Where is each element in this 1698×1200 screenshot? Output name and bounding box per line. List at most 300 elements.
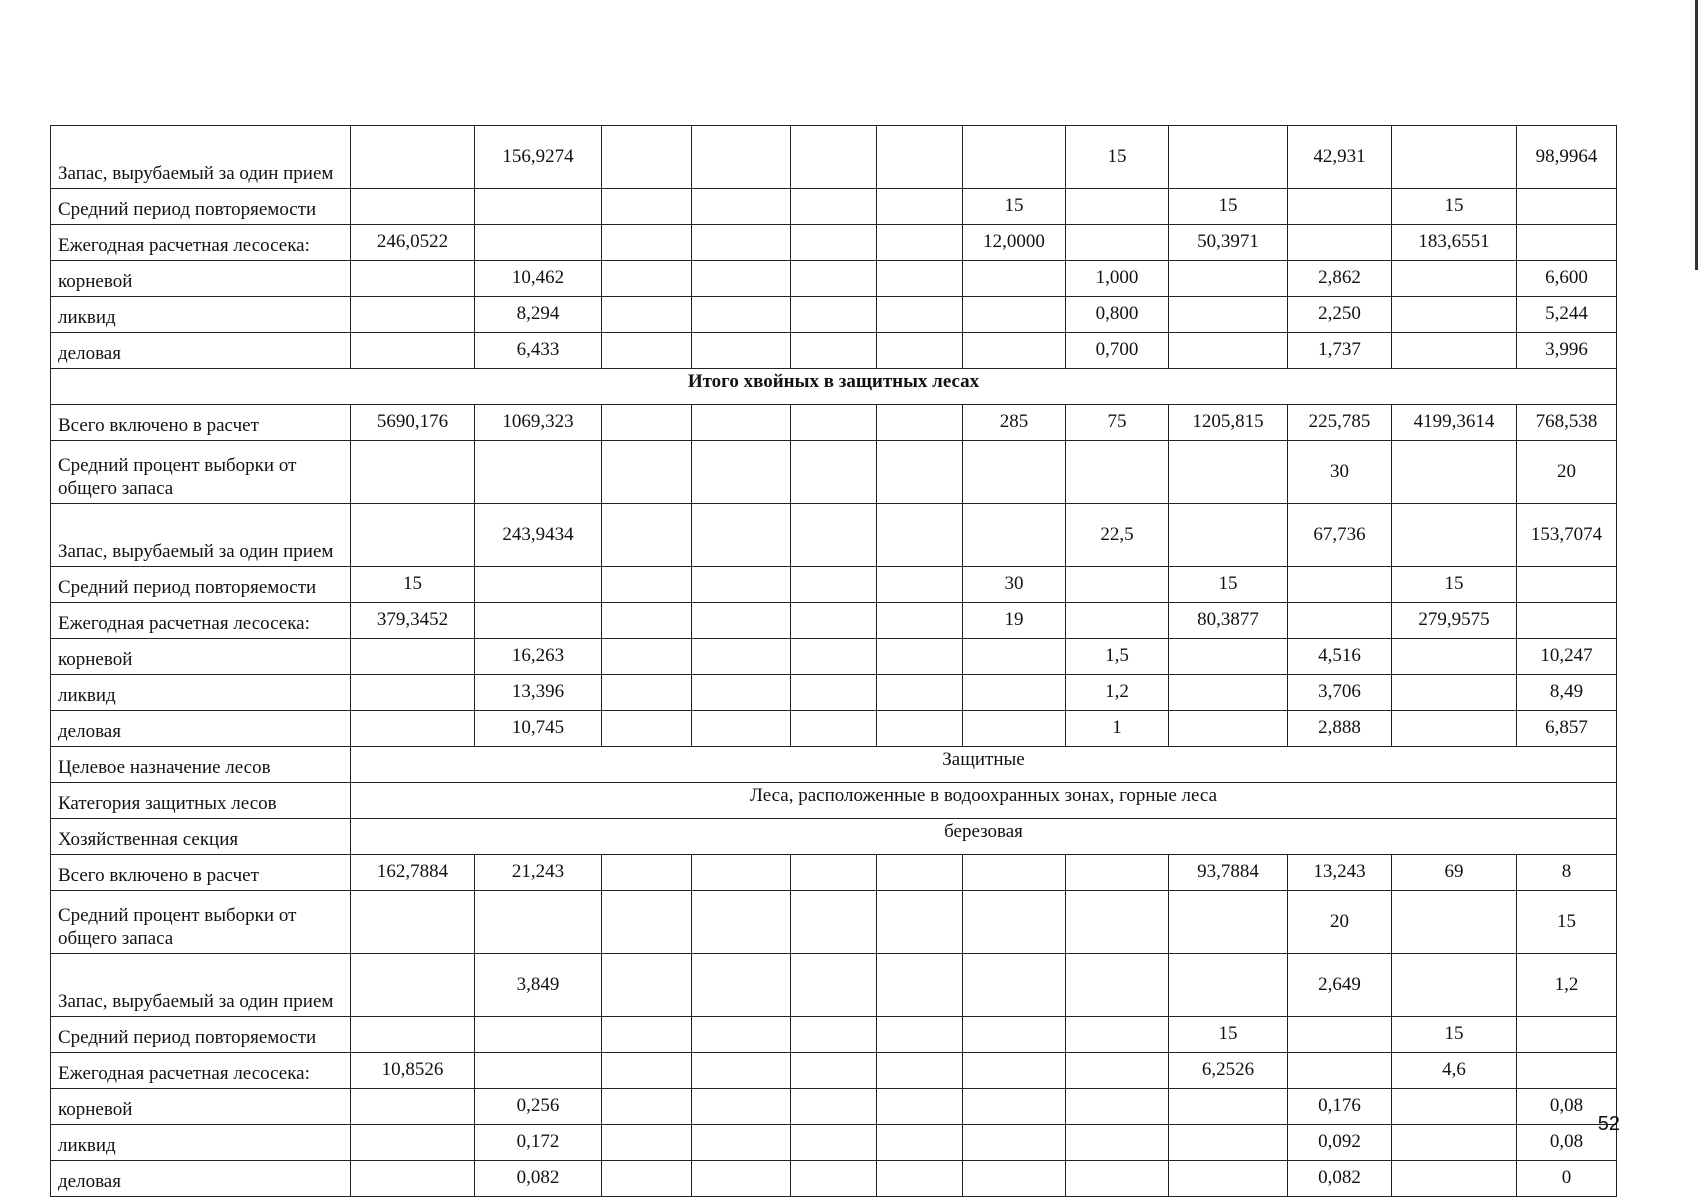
table-cell bbox=[1288, 1053, 1392, 1089]
row-label: деловая bbox=[51, 711, 351, 747]
table-cell bbox=[963, 261, 1066, 297]
table-cell: 0,082 bbox=[475, 1161, 602, 1197]
row-label: деловая bbox=[51, 1161, 351, 1197]
table-cell bbox=[963, 1053, 1066, 1089]
table-cell bbox=[602, 639, 692, 675]
table-cell: 50,3971 bbox=[1169, 225, 1288, 261]
row-label: Категория защитных лесов bbox=[51, 783, 351, 819]
row-label: Ежегодная расчетная лесосека: bbox=[51, 225, 351, 261]
table-cell bbox=[1392, 891, 1517, 954]
table-cell bbox=[1288, 567, 1392, 603]
table-cell bbox=[1392, 504, 1517, 567]
table-row bbox=[51, 441, 1617, 504]
table-cell: 4,6 bbox=[1392, 1053, 1517, 1089]
table-cell bbox=[1392, 297, 1517, 333]
table-cell bbox=[963, 675, 1066, 711]
table-cell: 69 bbox=[1392, 855, 1517, 891]
table-cell bbox=[791, 1017, 877, 1053]
table-cell: 1,2 bbox=[1066, 675, 1169, 711]
table-cell bbox=[1517, 225, 1617, 261]
table-cell bbox=[1169, 333, 1288, 369]
row-label: Хозяйственная секция bbox=[51, 819, 351, 855]
table-cell bbox=[351, 1017, 475, 1053]
table-cell bbox=[1066, 603, 1169, 639]
table-cell bbox=[1169, 891, 1288, 954]
table-cell bbox=[791, 189, 877, 225]
row-label: Всего включено в расчет bbox=[51, 855, 351, 891]
table-cell bbox=[351, 261, 475, 297]
row-label: Запас, вырубаемый за один прием bbox=[51, 126, 351, 189]
table-cell bbox=[877, 1161, 963, 1197]
table-cell: 15 bbox=[1169, 567, 1288, 603]
row-label: Средний процент выборки от общего запаса bbox=[51, 891, 351, 954]
table-cell bbox=[963, 1017, 1066, 1053]
table-cell: 8,294 bbox=[475, 297, 602, 333]
table-cell bbox=[877, 639, 963, 675]
table-cell bbox=[351, 189, 475, 225]
table-cell: 162,7884 bbox=[351, 855, 475, 891]
table-cell bbox=[692, 855, 791, 891]
table-cell bbox=[963, 855, 1066, 891]
table-row bbox=[51, 675, 1617, 711]
table-cell bbox=[1169, 639, 1288, 675]
table-cell bbox=[1169, 1161, 1288, 1197]
table-cell bbox=[1169, 504, 1288, 567]
table-cell bbox=[1169, 126, 1288, 189]
table-cell: 8 bbox=[1517, 855, 1617, 891]
row-label: Средний период повторяемости bbox=[51, 1017, 351, 1053]
table-cell bbox=[791, 711, 877, 747]
table-cell bbox=[602, 189, 692, 225]
table-cell: 6,857 bbox=[1517, 711, 1617, 747]
table-cell: 1,000 bbox=[1066, 261, 1169, 297]
table-row bbox=[51, 567, 1617, 603]
table-cell: 3,706 bbox=[1288, 675, 1392, 711]
table-cell bbox=[1288, 189, 1392, 225]
table-cell: 19 bbox=[963, 603, 1066, 639]
table-cell bbox=[602, 1125, 692, 1161]
table-cell bbox=[692, 405, 791, 441]
table-cell: 1,2 bbox=[1517, 954, 1617, 1017]
table-cell bbox=[877, 954, 963, 1017]
table-cell: 1,737 bbox=[1288, 333, 1392, 369]
table-cell bbox=[1169, 1125, 1288, 1161]
table-cell bbox=[1066, 954, 1169, 1017]
table-cell: 6,433 bbox=[475, 333, 602, 369]
table-cell bbox=[791, 1161, 877, 1197]
table-cell bbox=[877, 333, 963, 369]
table-row bbox=[51, 1017, 1617, 1053]
row-label: корневой bbox=[51, 1089, 351, 1125]
table-cell bbox=[1392, 333, 1517, 369]
table-cell bbox=[692, 954, 791, 1017]
table-cell: 0,256 bbox=[475, 1089, 602, 1125]
table-cell bbox=[351, 711, 475, 747]
table-cell bbox=[602, 891, 692, 954]
table-cell bbox=[1066, 1161, 1169, 1197]
table-cell: 768,538 bbox=[1517, 405, 1617, 441]
table-cell: 1069,323 bbox=[475, 405, 602, 441]
table-cell bbox=[1392, 675, 1517, 711]
table-cell: 6,2526 bbox=[1169, 1053, 1288, 1089]
table-cell bbox=[1392, 1089, 1517, 1125]
table-cell bbox=[877, 891, 963, 954]
table-cell bbox=[602, 711, 692, 747]
table-cell bbox=[1169, 954, 1288, 1017]
row-label: Запас, вырубаемый за один прием bbox=[51, 954, 351, 1017]
table-cell bbox=[791, 225, 877, 261]
section-heading: Итого хвойных в защитных лесах bbox=[51, 369, 1617, 405]
table-cell: 2,862 bbox=[1288, 261, 1392, 297]
table-cell bbox=[1392, 639, 1517, 675]
table-cell: 15 bbox=[1066, 126, 1169, 189]
table-cell bbox=[1288, 1017, 1392, 1053]
table-row bbox=[51, 711, 1617, 747]
table-cell: 15 bbox=[1392, 567, 1517, 603]
table-cell bbox=[791, 441, 877, 504]
table-cell: 0,172 bbox=[475, 1125, 602, 1161]
table-cell bbox=[475, 603, 602, 639]
row-label: Средний период повторяемости bbox=[51, 189, 351, 225]
table-cell bbox=[877, 1053, 963, 1089]
table-cell bbox=[602, 1017, 692, 1053]
table-cell bbox=[791, 297, 877, 333]
table-cell bbox=[963, 126, 1066, 189]
table-cell bbox=[692, 189, 791, 225]
table-row bbox=[51, 1053, 1617, 1089]
spanning-value: Леса, расположенные в водоохранных зонах, горные леса bbox=[351, 783, 1617, 819]
table-cell bbox=[791, 333, 877, 369]
table-cell bbox=[602, 567, 692, 603]
row-label: Запас, вырубаемый за один прием bbox=[51, 504, 351, 567]
table-cell: 20 bbox=[1517, 441, 1617, 504]
table-cell: 379,3452 bbox=[351, 603, 475, 639]
table-cell bbox=[963, 297, 1066, 333]
table-cell bbox=[1392, 711, 1517, 747]
table-cell bbox=[692, 126, 791, 189]
table-cell: 10,247 bbox=[1517, 639, 1617, 675]
table-cell bbox=[877, 1125, 963, 1161]
table-cell: 2,250 bbox=[1288, 297, 1392, 333]
table-row bbox=[51, 1125, 1617, 1161]
table-cell bbox=[1066, 1089, 1169, 1125]
table-cell bbox=[351, 297, 475, 333]
table-cell bbox=[692, 891, 791, 954]
table-cell bbox=[475, 891, 602, 954]
table-cell: 1205,815 bbox=[1169, 405, 1288, 441]
table-cell: 156,9274 bbox=[475, 126, 602, 189]
table-cell bbox=[963, 954, 1066, 1017]
table-cell bbox=[877, 567, 963, 603]
row-label: корневой bbox=[51, 639, 351, 675]
table-cell bbox=[692, 1125, 791, 1161]
table-cell bbox=[1517, 603, 1617, 639]
table-cell bbox=[475, 225, 602, 261]
table-row bbox=[51, 1161, 1617, 1197]
table-cell bbox=[877, 711, 963, 747]
table-cell: 15 bbox=[963, 189, 1066, 225]
table-cell bbox=[602, 261, 692, 297]
table-cell bbox=[877, 855, 963, 891]
table-cell: 0 bbox=[1517, 1161, 1617, 1197]
table-cell bbox=[692, 675, 791, 711]
table-cell bbox=[692, 441, 791, 504]
table-cell: 3,996 bbox=[1517, 333, 1617, 369]
table-cell bbox=[1288, 603, 1392, 639]
table-cell: 22,5 bbox=[1066, 504, 1169, 567]
table-row bbox=[51, 405, 1617, 441]
row-label: ликвид bbox=[51, 1125, 351, 1161]
table-cell bbox=[1066, 441, 1169, 504]
table-cell bbox=[1517, 1053, 1617, 1089]
table-cell bbox=[1169, 441, 1288, 504]
row-label: Всего включено в расчет bbox=[51, 405, 351, 441]
section-row bbox=[51, 369, 1617, 405]
table-row bbox=[51, 225, 1617, 261]
table-cell bbox=[1169, 261, 1288, 297]
row-label: Целевое назначение лесов bbox=[51, 747, 351, 783]
table-cell: 30 bbox=[963, 567, 1066, 603]
table-cell bbox=[791, 603, 877, 639]
table-cell bbox=[602, 675, 692, 711]
table-cell bbox=[1392, 261, 1517, 297]
table-cell: 16,263 bbox=[475, 639, 602, 675]
table-cell bbox=[1066, 855, 1169, 891]
table-row bbox=[51, 639, 1617, 675]
table-cell bbox=[692, 261, 791, 297]
table-cell bbox=[791, 954, 877, 1017]
table-cell bbox=[1066, 1017, 1169, 1053]
table-cell: 30 bbox=[1288, 441, 1392, 504]
table-cell bbox=[692, 711, 791, 747]
row-label: Средний процент выборки от общего запаса bbox=[51, 441, 351, 504]
table-cell bbox=[877, 189, 963, 225]
table-cell bbox=[791, 639, 877, 675]
table-cell bbox=[791, 405, 877, 441]
table-cell bbox=[791, 504, 877, 567]
page-number: 52 bbox=[1597, 1113, 1620, 1135]
table-cell bbox=[602, 1161, 692, 1197]
row-label: корневой bbox=[51, 261, 351, 297]
table-row bbox=[51, 1089, 1617, 1125]
row-label: Ежегодная расчетная лесосека: bbox=[51, 1053, 351, 1089]
table-cell bbox=[351, 1161, 475, 1197]
table-cell: 5690,176 bbox=[351, 405, 475, 441]
table-cell bbox=[602, 1053, 692, 1089]
table-cell: 0,800 bbox=[1066, 297, 1169, 333]
table-cell bbox=[963, 1089, 1066, 1125]
table-cell bbox=[791, 675, 877, 711]
table-cell bbox=[963, 639, 1066, 675]
table-cell: 243,9434 bbox=[475, 504, 602, 567]
table-row bbox=[51, 954, 1617, 1017]
row-label: Ежегодная расчетная лесосека: bbox=[51, 603, 351, 639]
table-cell bbox=[1066, 1053, 1169, 1089]
table-cell bbox=[692, 225, 791, 261]
table-cell bbox=[1169, 711, 1288, 747]
table-cell bbox=[877, 441, 963, 504]
table-cell bbox=[1392, 1125, 1517, 1161]
table-cell: 285 bbox=[963, 405, 1066, 441]
table-cell bbox=[877, 405, 963, 441]
table-cell bbox=[963, 504, 1066, 567]
table-cell: 225,785 bbox=[1288, 405, 1392, 441]
table-row bbox=[51, 783, 1617, 819]
table-cell: 93,7884 bbox=[1169, 855, 1288, 891]
row-label: ликвид bbox=[51, 297, 351, 333]
table-cell: 6,600 bbox=[1517, 261, 1617, 297]
row-label: ликвид bbox=[51, 675, 351, 711]
table-cell: 0,08 bbox=[1517, 1089, 1617, 1125]
table-cell bbox=[351, 954, 475, 1017]
table-cell bbox=[1066, 891, 1169, 954]
table-cell: 67,736 bbox=[1288, 504, 1392, 567]
table-cell: 4199,3614 bbox=[1392, 405, 1517, 441]
table-cell: 246,0522 bbox=[351, 225, 475, 261]
table-cell: 183,6551 bbox=[1392, 225, 1517, 261]
table-cell: 15 bbox=[1392, 1017, 1517, 1053]
table-cell: 21,243 bbox=[475, 855, 602, 891]
table-cell bbox=[351, 441, 475, 504]
table-cell bbox=[1169, 1089, 1288, 1125]
table-cell: 12,0000 bbox=[963, 225, 1066, 261]
row-label: Средний период повторяемости bbox=[51, 567, 351, 603]
table-cell bbox=[1066, 189, 1169, 225]
table-cell: 15 bbox=[1392, 189, 1517, 225]
table-cell: 8,49 bbox=[1517, 675, 1617, 711]
table-row bbox=[51, 855, 1617, 891]
table-cell bbox=[692, 567, 791, 603]
table-cell: 10,8526 bbox=[351, 1053, 475, 1089]
table-cell bbox=[1392, 954, 1517, 1017]
table-row bbox=[51, 126, 1617, 189]
table-cell bbox=[602, 405, 692, 441]
table-cell bbox=[1392, 441, 1517, 504]
table-cell bbox=[1169, 675, 1288, 711]
table-cell: 10,745 bbox=[475, 711, 602, 747]
table-cell bbox=[877, 603, 963, 639]
table-cell: 98,9964 bbox=[1517, 126, 1617, 189]
spanning-value: березовая bbox=[351, 819, 1617, 855]
table-row bbox=[51, 189, 1617, 225]
table-cell bbox=[602, 954, 692, 1017]
table-cell bbox=[877, 504, 963, 567]
table-cell bbox=[351, 126, 475, 189]
table-cell bbox=[475, 1053, 602, 1089]
table-cell: 0,176 bbox=[1288, 1089, 1392, 1125]
table-cell: 4,516 bbox=[1288, 639, 1392, 675]
table-cell bbox=[351, 639, 475, 675]
table-cell bbox=[1517, 1017, 1617, 1053]
table-cell bbox=[692, 1053, 791, 1089]
table-cell bbox=[963, 711, 1066, 747]
table-cell bbox=[602, 333, 692, 369]
table-cell: 0,700 bbox=[1066, 333, 1169, 369]
table-cell bbox=[692, 1161, 791, 1197]
table-cell bbox=[602, 225, 692, 261]
table-cell: 15 bbox=[1517, 891, 1617, 954]
table-cell bbox=[351, 891, 475, 954]
table-cell: 1 bbox=[1066, 711, 1169, 747]
table-row bbox=[51, 891, 1617, 954]
table-cell bbox=[692, 333, 791, 369]
table-cell bbox=[692, 1089, 791, 1125]
table-cell bbox=[602, 1089, 692, 1125]
table-cell: 1,5 bbox=[1066, 639, 1169, 675]
table-cell: 0,092 bbox=[1288, 1125, 1392, 1161]
table-cell: 3,849 bbox=[475, 954, 602, 1017]
spanning-value: Защитные bbox=[351, 747, 1617, 783]
table-cell bbox=[1169, 297, 1288, 333]
table-cell: 279,9575 bbox=[1392, 603, 1517, 639]
table-cell bbox=[692, 603, 791, 639]
table-cell bbox=[1066, 1125, 1169, 1161]
table-cell: 15 bbox=[1169, 1017, 1288, 1053]
table-cell bbox=[791, 891, 877, 954]
table-cell bbox=[791, 261, 877, 297]
table-cell: 15 bbox=[351, 567, 475, 603]
table-cell: 2,649 bbox=[1288, 954, 1392, 1017]
table-cell: 42,931 bbox=[1288, 126, 1392, 189]
table-cell bbox=[351, 504, 475, 567]
table-cell: 80,3877 bbox=[1169, 603, 1288, 639]
table-cell bbox=[963, 333, 1066, 369]
forest-calculation-table bbox=[50, 125, 1617, 1197]
table-cell bbox=[877, 1017, 963, 1053]
table-cell bbox=[963, 1125, 1066, 1161]
table-cell bbox=[791, 567, 877, 603]
table-cell: 13,396 bbox=[475, 675, 602, 711]
table-cell bbox=[791, 1089, 877, 1125]
table-cell bbox=[1066, 567, 1169, 603]
table-cell bbox=[963, 891, 1066, 954]
table-cell: 15 bbox=[1169, 189, 1288, 225]
table-row bbox=[51, 747, 1617, 783]
table-cell bbox=[475, 441, 602, 504]
table-cell bbox=[791, 126, 877, 189]
table-cell bbox=[1288, 225, 1392, 261]
table-cell: 75 bbox=[1066, 405, 1169, 441]
table-cell bbox=[1392, 1161, 1517, 1197]
table-cell bbox=[602, 126, 692, 189]
table-cell bbox=[475, 189, 602, 225]
table-cell bbox=[791, 855, 877, 891]
table-cell bbox=[963, 441, 1066, 504]
table-row bbox=[51, 333, 1617, 369]
row-label: деловая bbox=[51, 333, 351, 369]
table-cell bbox=[602, 504, 692, 567]
table-cell bbox=[1066, 225, 1169, 261]
table-cell bbox=[351, 1125, 475, 1161]
table-cell bbox=[877, 1089, 963, 1125]
table-cell bbox=[963, 1161, 1066, 1197]
table-cell bbox=[877, 261, 963, 297]
table-cell bbox=[602, 441, 692, 504]
table-row bbox=[51, 504, 1617, 567]
table-cell bbox=[351, 333, 475, 369]
table-cell: 153,7074 bbox=[1517, 504, 1617, 567]
table-cell: 5,244 bbox=[1517, 297, 1617, 333]
table-cell bbox=[475, 567, 602, 603]
table-cell bbox=[602, 603, 692, 639]
table-cell bbox=[351, 1089, 475, 1125]
table-cell bbox=[692, 639, 791, 675]
table-cell bbox=[692, 297, 791, 333]
table-row bbox=[51, 261, 1617, 297]
table-row bbox=[51, 297, 1617, 333]
table-cell: 0,08 bbox=[1517, 1125, 1617, 1161]
table-cell bbox=[351, 675, 475, 711]
